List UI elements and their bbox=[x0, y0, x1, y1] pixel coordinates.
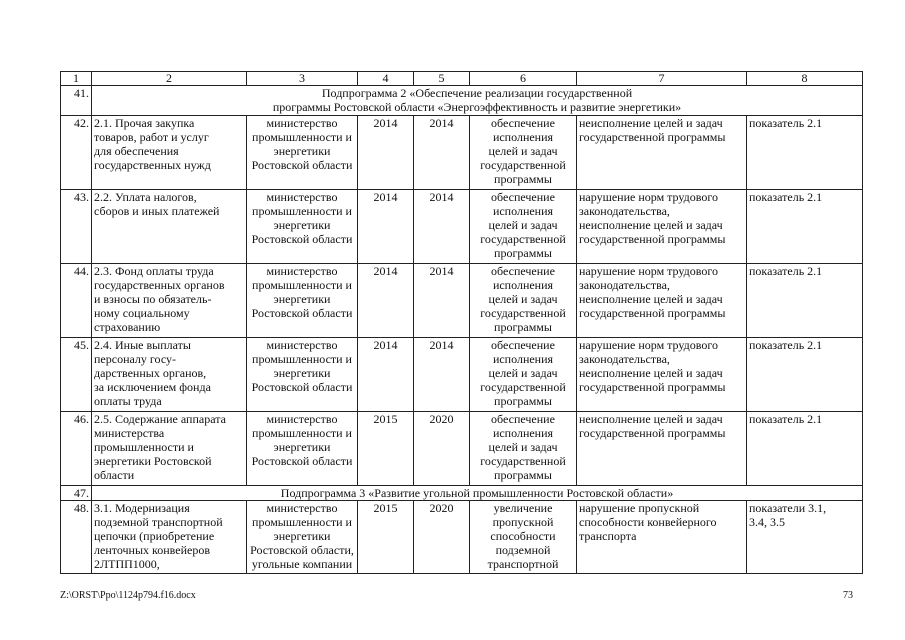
cell-line: государственной программы bbox=[579, 380, 726, 394]
indicator-link-cell bbox=[747, 116, 863, 190]
cell-line: энергетики bbox=[273, 292, 331, 306]
cell-line: промышленности и bbox=[94, 440, 194, 454]
table-row bbox=[61, 412, 863, 486]
cell-line: министерство bbox=[266, 412, 338, 426]
cell-line: целей и задач bbox=[488, 144, 558, 158]
row-number: 42. bbox=[61, 116, 92, 190]
col-header: 8 bbox=[747, 72, 863, 86]
cell-line: министерство bbox=[266, 116, 338, 130]
end-year-cell: 2014 bbox=[414, 116, 470, 190]
measure-name-cell bbox=[92, 338, 247, 412]
cell-line: способности конвейерного bbox=[579, 515, 717, 529]
cell-line: области bbox=[94, 468, 135, 482]
cell-line: обеспечение bbox=[491, 338, 555, 352]
cell-line: энергетики bbox=[273, 144, 331, 158]
cell-line: для обеспечения bbox=[94, 144, 179, 158]
cell-line: показатель 2.1 bbox=[749, 412, 823, 426]
expected-result-cell bbox=[470, 501, 577, 574]
cell-line: сборов и иных платежей bbox=[94, 204, 220, 218]
cell-line: дарственных органов, bbox=[94, 366, 207, 380]
cell-line: увеличение bbox=[493, 501, 553, 515]
cell-line: промышленности и bbox=[252, 515, 352, 529]
end-year-cell: 2014 bbox=[414, 264, 470, 338]
cell-line: исполнения bbox=[492, 426, 554, 440]
indicator-link-cell bbox=[747, 264, 863, 338]
executor-cell bbox=[247, 190, 358, 264]
cell-line: промышленности и bbox=[252, 352, 352, 366]
cell-line: государственной программы bbox=[579, 130, 726, 144]
col-header: 7 bbox=[577, 72, 747, 86]
row-number: 41. bbox=[61, 86, 92, 116]
start-year-cell: 2014 bbox=[358, 116, 414, 190]
cell-line: энергетики bbox=[273, 366, 331, 380]
cell-line: показатели 3.1, bbox=[749, 501, 827, 515]
start-year-cell: 2014 bbox=[358, 190, 414, 264]
subprogram-title-line: Подпрограмма 2 «Обеспечение реализации государственной bbox=[321, 86, 633, 100]
cell-line: законодательства, bbox=[579, 204, 670, 218]
col-header: 6 bbox=[470, 72, 577, 86]
executor-cell bbox=[247, 264, 358, 338]
consequences-cell bbox=[577, 264, 747, 338]
cell-line: целей и задач bbox=[488, 366, 558, 380]
cell-line: 2.4. Иные выплаты bbox=[94, 338, 191, 352]
cell-line: Ростовской области bbox=[251, 306, 353, 320]
cell-line: исполнения bbox=[492, 278, 554, 292]
row-number: 43. bbox=[61, 190, 92, 264]
cell-line: промышленности и bbox=[252, 426, 352, 440]
cell-line: промышленности и bbox=[252, 130, 352, 144]
consequences-cell bbox=[577, 116, 747, 190]
expected-result-cell bbox=[470, 116, 577, 190]
cell-line: 2ЛТПП1000, bbox=[94, 557, 160, 571]
cell-line: программы bbox=[494, 246, 552, 260]
table-row bbox=[61, 190, 863, 264]
cell-line: исполнения bbox=[492, 352, 554, 366]
measure-name-cell bbox=[92, 412, 247, 486]
consequences-cell bbox=[577, 501, 747, 574]
cell-line: неисполнение целей и задач bbox=[579, 412, 723, 426]
cell-line: 2.3. Фонд оплаты труда bbox=[94, 264, 214, 278]
cell-line: нарушение норм трудового bbox=[579, 338, 718, 352]
row-number: 46. bbox=[61, 412, 92, 486]
cell-line: исполнения bbox=[492, 130, 554, 144]
cell-line: 2.5. Содержание аппарата bbox=[94, 412, 226, 426]
cell-line: товаров, работ и услуг bbox=[94, 130, 209, 144]
program-table bbox=[60, 71, 863, 574]
table-row bbox=[61, 501, 863, 574]
cell-line: показатель 2.1 bbox=[749, 338, 823, 352]
executor-cell bbox=[247, 412, 358, 486]
cell-line: государственной программы bbox=[579, 306, 726, 320]
cell-line: промышленности и bbox=[252, 204, 352, 218]
cell-line: за исключением фонда bbox=[94, 380, 211, 394]
indicator-link-cell bbox=[747, 501, 863, 574]
cell-line: государственной программы bbox=[579, 232, 726, 246]
cell-line: ному социальному bbox=[94, 306, 190, 320]
cell-line: способности bbox=[490, 529, 556, 543]
cell-line: Ростовской области, bbox=[250, 543, 354, 557]
cell-line: пропускной bbox=[492, 515, 554, 529]
col-header: 1 bbox=[61, 72, 92, 86]
cell-line: министерство bbox=[266, 190, 338, 204]
cell-line: программы bbox=[494, 468, 552, 482]
end-year-cell: 2020 bbox=[414, 501, 470, 574]
cell-line: страхованию bbox=[94, 320, 161, 334]
expected-result-cell bbox=[470, 412, 577, 486]
cell-line: и взносы по обязатель- bbox=[94, 292, 212, 306]
cell-line: 2.2. Уплата налогов, bbox=[94, 190, 197, 204]
row-number: 45. bbox=[61, 338, 92, 412]
cell-line: Ростовской области bbox=[251, 158, 353, 172]
table-row bbox=[61, 116, 863, 190]
expected-result-cell bbox=[470, 190, 577, 264]
cell-line: государственных нужд bbox=[94, 158, 211, 172]
col-header: 5 bbox=[414, 72, 470, 86]
subprogram-title: Подпрограмма 3 «Развитие угольной промышленности Ростовской области» bbox=[92, 486, 863, 501]
subprogram-title-line: программы Ростовской области «Энергоэффективность и развитие энергетики» bbox=[272, 100, 682, 114]
indicator-link-cell bbox=[747, 190, 863, 264]
cell-line: программы bbox=[494, 394, 552, 408]
cell-line: государственной bbox=[480, 158, 566, 172]
cell-line: показатель 2.1 bbox=[749, 190, 823, 204]
cell-line: государственной программы bbox=[579, 426, 726, 440]
cell-line: законодательства, bbox=[579, 352, 670, 366]
end-year-cell: 2014 bbox=[414, 190, 470, 264]
cell-line: нарушение норм трудового bbox=[579, 264, 718, 278]
executor-cell bbox=[247, 116, 358, 190]
expected-result-cell bbox=[470, 264, 577, 338]
cell-line: 3.4, 3.5 bbox=[749, 515, 785, 529]
cell-line: Ростовской области bbox=[251, 454, 353, 468]
column-number-row bbox=[61, 72, 863, 86]
cell-line: обеспечение bbox=[491, 412, 555, 426]
indicator-link-cell bbox=[747, 338, 863, 412]
col-header: 4 bbox=[358, 72, 414, 86]
cell-line: неисполнение целей и задач bbox=[579, 116, 723, 130]
cell-line: министерство bbox=[266, 264, 338, 278]
cell-line: энергетики Ростовской bbox=[94, 454, 212, 468]
table-row bbox=[61, 264, 863, 338]
start-year-cell: 2015 bbox=[358, 412, 414, 486]
page-number: 73 bbox=[843, 590, 853, 601]
measure-name-cell bbox=[92, 501, 247, 574]
consequences-cell bbox=[577, 412, 747, 486]
row-number: 48. bbox=[61, 501, 92, 574]
cell-line: неисполнение целей и задач bbox=[579, 218, 723, 232]
cell-line: неисполнение целей и задач bbox=[579, 292, 723, 306]
cell-line: министерства bbox=[94, 426, 165, 440]
cell-line: персоналу госу- bbox=[94, 352, 177, 366]
subprogram-row bbox=[61, 486, 863, 501]
cell-line: 3.1. Модернизация bbox=[94, 501, 190, 515]
expected-result-cell bbox=[470, 338, 577, 412]
table-row bbox=[61, 338, 863, 412]
consequences-cell bbox=[577, 338, 747, 412]
file-path: Z:\ORST\Ppo\1124p794.f16.docx bbox=[60, 590, 196, 601]
measure-name-cell bbox=[92, 264, 247, 338]
cell-line: неисполнение целей и задач bbox=[579, 366, 723, 380]
cell-line: исполнения bbox=[492, 204, 554, 218]
executor-cell bbox=[247, 338, 358, 412]
indicator-link-cell bbox=[747, 412, 863, 486]
cell-line: транспортной bbox=[487, 557, 559, 571]
cell-line: законодательства, bbox=[579, 278, 670, 292]
measure-name-cell bbox=[92, 116, 247, 190]
cell-line: программы bbox=[494, 320, 552, 334]
subprogram-row bbox=[61, 86, 863, 116]
col-header: 3 bbox=[247, 72, 358, 86]
executor-cell bbox=[247, 501, 358, 574]
cell-line: государственной bbox=[480, 306, 566, 320]
start-year-cell: 2014 bbox=[358, 264, 414, 338]
cell-line: показатель 2.1 bbox=[749, 116, 823, 130]
cell-line: нарушение пропускной bbox=[579, 501, 700, 515]
cell-line: показатель 2.1 bbox=[749, 264, 823, 278]
cell-line: государственной bbox=[480, 232, 566, 246]
cell-line: обеспечение bbox=[491, 264, 555, 278]
cell-line: подземной bbox=[495, 543, 551, 557]
cell-line: Ростовской области bbox=[251, 232, 353, 246]
cell-line: оплаты труда bbox=[94, 394, 162, 408]
end-year-cell: 2020 bbox=[414, 412, 470, 486]
cell-line: нарушение норм трудового bbox=[579, 190, 718, 204]
cell-line: целей и задач bbox=[488, 218, 558, 232]
cell-line: подземной транспортной bbox=[94, 515, 223, 529]
start-year-cell: 2014 bbox=[358, 338, 414, 412]
consequences-cell bbox=[577, 190, 747, 264]
cell-line: 2.1. Прочая закупка bbox=[94, 116, 195, 130]
cell-line: государственных органов bbox=[94, 278, 225, 292]
cell-line: угольные компании bbox=[251, 557, 353, 571]
cell-line: Ростовской области bbox=[251, 380, 353, 394]
cell-line: цепочки (приобретение bbox=[94, 529, 215, 543]
cell-line: ленточных конвейеров bbox=[94, 543, 211, 557]
cell-line: промышленности и bbox=[252, 278, 352, 292]
cell-line: целей и задач bbox=[488, 440, 558, 454]
cell-line: транспорта bbox=[579, 529, 637, 543]
cell-line: государственной bbox=[480, 380, 566, 394]
cell-line: целей и задач bbox=[488, 292, 558, 306]
cell-line: обеспечение bbox=[491, 116, 555, 130]
cell-line: энергетики bbox=[273, 218, 331, 232]
cell-line: обеспечение bbox=[491, 190, 555, 204]
cell-line: энергетики bbox=[273, 440, 331, 454]
subprogram-title bbox=[92, 86, 863, 116]
row-number: 44. bbox=[61, 264, 92, 338]
cell-line: программы bbox=[494, 172, 552, 186]
measure-name-cell bbox=[92, 190, 247, 264]
row-number: 47. bbox=[61, 486, 92, 501]
cell-line: энергетики bbox=[273, 529, 331, 543]
cell-line: министерство bbox=[266, 501, 338, 515]
end-year-cell: 2014 bbox=[414, 338, 470, 412]
start-year-cell: 2015 bbox=[358, 501, 414, 574]
col-header: 2 bbox=[92, 72, 247, 86]
cell-line: государственной bbox=[480, 454, 566, 468]
cell-line: министерство bbox=[266, 338, 338, 352]
